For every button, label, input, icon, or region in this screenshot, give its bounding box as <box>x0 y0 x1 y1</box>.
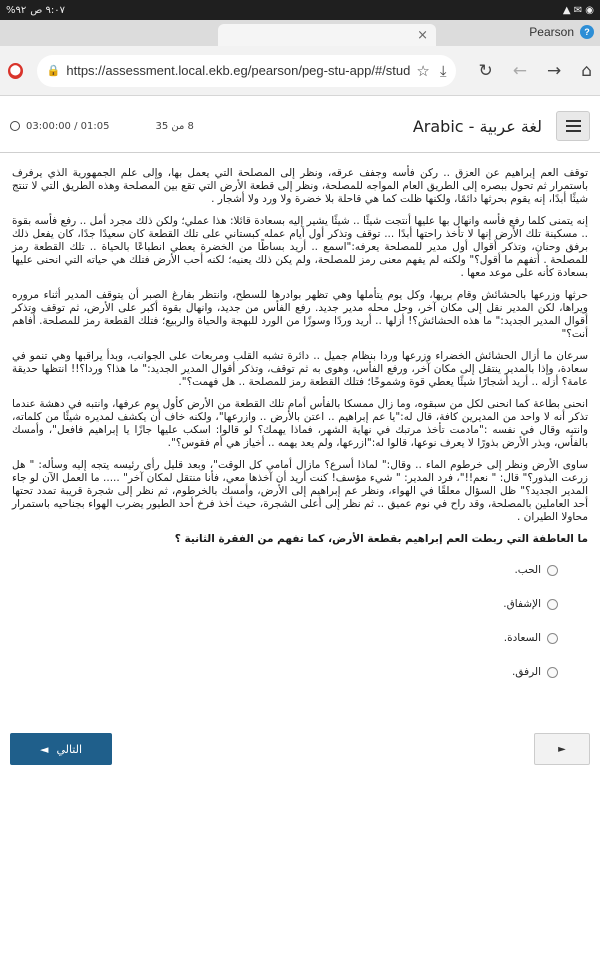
menu-line <box>566 120 581 122</box>
question-pager: 8 من 35 <box>155 120 194 132</box>
answer-option[interactable] <box>12 666 558 678</box>
question-text: ما العاطفة التي ربطت العم إبراهيم بقطعة الأرض، كما تفهم من الفقرة الثانية ؟ <box>174 533 588 545</box>
site-warning-icon[interactable]: ⬤ <box>8 63 23 79</box>
status-indicators-icon: ▲ ✉ ◉ <box>562 4 594 16</box>
right-arrow-icon: ► <box>558 743 566 755</box>
profile-label: Pearson <box>529 25 574 39</box>
url-actions <box>416 62 446 80</box>
home-icon[interactable]: ⌂ <box>581 60 592 81</box>
forward-arrow-icon[interactable]: → <box>546 60 562 81</box>
profile-area[interactable] <box>529 25 594 39</box>
status-right <box>563 5 594 16</box>
address-bar <box>0 46 600 96</box>
radio-button[interactable] <box>547 565 558 576</box>
radio-button[interactable] <box>547 599 558 610</box>
previous-button[interactable] <box>534 733 590 765</box>
option-label: الإشفاق. <box>503 598 541 610</box>
timer-text: 03:00:00 / 01:05 <box>26 120 110 132</box>
pearson-icon: ? <box>580 25 594 39</box>
footer-nav <box>10 733 590 765</box>
option-label: السعادة. <box>503 632 541 644</box>
download-icon[interactable]: ⤓ <box>439 61 447 80</box>
option-label: الحب. <box>514 564 541 576</box>
passage-paragraph-2: إنه يتمنى كلما رفع فأسه وانهال بها عليها أنتجت شيئًا .. شيئًا يشير إليه بسعادة قائلا: هذا عملي؛ ولكن ذلك مجرد أمل .. رفع فأسه بقوة .. مسكينة تلك الأرض إنها لا تأخذ راحتها أبدًا ... توقف وتذكر أول أيام عمله كبستاني على تلك القطعة كان سعيدًا جدًا، كان يفعل ذلك برفق وحنان، وتذكر أقوال أول مدير للمصلحة يعرفه:"اسمع .. أريد بساطًا من الخضرة يعطي انطباعًا بالحياة .. تلك القطعة رمز للمصلحة . أتفهم ما أقول؟" ولكنه لم يفهم معنى رمز للمصلحة، ولم يكن ذلك يعنيه؛ لكنه أحب الأرض فتلك هي حياته التي انحنى عليها بسعادة كأنه على موعد معها . <box>12 215 588 279</box>
left-arrow-icon: ◄ <box>39 742 49 756</box>
lock-icon: 🔒 <box>46 64 61 77</box>
clock-icon <box>10 121 20 131</box>
page-title: Arabic - لغة عربية <box>412 116 542 136</box>
reload-icon[interactable]: ↻ <box>478 60 493 81</box>
next-button[interactable] <box>10 733 112 765</box>
timer-area <box>10 121 194 132</box>
app-header <box>0 104 600 148</box>
title-area <box>413 111 590 141</box>
close-tab-icon[interactable]: × <box>417 27 428 43</box>
menu-line <box>566 125 581 127</box>
tab-strip <box>0 20 600 46</box>
url-text: https://assessment.local.ekb.eg/pearson/peg-stu-app/#/stud <box>66 63 411 78</box>
status-bar <box>0 0 600 20</box>
url-field[interactable] <box>37 55 457 87</box>
bookmark-star-icon[interactable]: ☆ <box>416 61 430 80</box>
passage-paragraph-6: ساوى الأرض ونظر إلى خرطوم الماء .. وقال:" لماذا أسرع؟ مازال أمامي كل الوقت"، وبعد قليل رأى رئيسه يتجه إليه وسأله: " هل زرعت البذور؟" قال: " نعم!!"، فرد المدير: " شيء مؤسف! كنت أريد أن آخذها معي، فأنا منتقل لمكان آخر" ..... ما العمل الآن لو جاء المدير الجديد؟" ظل السؤال معلقًا في الهواء، ونظر عم إبراهيم إلى الأرض، وأمسك بالخرطوم، ثم نظر إلى شجرة قريبة تمدد تحتها أحد العاملين بالمصلحة، وقد راح في نوم عميق .. ثم نظر إلى أعلى الشجرة، حيث أخذ فرخ أحد الطيور يضرب الهواء بجناحيه باستمرار محاولا الطيران . <box>12 459 588 523</box>
passage-paragraph-5: انحنى بطاعة كما انحنى لكل من سبقوه، وما زال ممسكا بالفأس أمام تلك القطعة من الأرض كأول يوم عرفها، وانتبه في دهشة عندما تذكر أنه لا واحد من المديرين كافة، قال له:"يا عم إبراهيم .. اعتن بالأرض .. وازرعها"، ولكنه خاف أن يكشف لمديره شيئًا من كلماته، وانتبه وقال في نفسه :"مادمت تأخذ مرتبك في نهاية الشهر، فماذا يهمك؟ لو قالوا: اسكب عليها جازًا يا إبراهيم فافعل"، وأمسك بالفأس، وبذر الأرض بذورًا لا يعرف نوعها، قالوا له:"ازرعها، ولم يعد يهمه .. أخياز هي أم فقوس؟". <box>12 398 588 449</box>
status-time: ٩:٠٧ ص <box>30 4 66 16</box>
answer-option[interactable] <box>12 632 558 644</box>
answer-option[interactable] <box>12 564 558 576</box>
radio-button[interactable] <box>547 633 558 644</box>
status-left <box>6 5 65 16</box>
passage-paragraph-3: حرثها وزرعها بالحشائش وقام بريها، وكل يوم يتأملها وهي تظهر بوادرها للسطح، وانتظر بفارغ الصبر أن يتوقف المدير أثناء مروره ويراها، لكن المدير نقل إلى مكان آخر، وحل محله مدير جديد. رفع الفأس من جديد، وانهال بقوة أكبر على الأرض، ثم توقف وتذكر أقوال المدير الجديد:" ما هذه الحشائش؟! أزلها .. أريد وردًا وسوزًا من الورد للبهجة والحياة والربيع؛ فتلك القطعة رمز للمصلحة. أفاهم أنت؟" <box>12 289 588 340</box>
question-content <box>0 153 600 678</box>
hamburger-menu-button[interactable] <box>556 111 590 141</box>
answer-option[interactable] <box>12 598 558 610</box>
radio-button[interactable] <box>547 667 558 678</box>
back-arrow-icon[interactable]: ← <box>512 60 527 81</box>
answer-options <box>12 564 588 678</box>
nav-controls <box>478 61 592 81</box>
menu-line <box>566 130 581 132</box>
passage-paragraph-4: سرعان ما أزال الحشائش الخضراء وزرعها وردا بنظام جميل .. دائرة تشبه القلب ومربعات على الجوانب، وبدأ يراقبها وهي تنمو في سعادة، وإذا بالمدير ينتقل إلى مكان آخر، ورفع الفأس، وهوى به ثم توقف، وتذكر أقوال المدير الجديد:" ما هذا؟ وردا؟!! انتظها حديقة عامة؟ أزله .. أريد أشجارًا شيئًا يعطي قوة وشموخًا؛ فتلك القطعة رمز للمصلحة .. هل فهمت؟". <box>12 350 588 388</box>
option-label: الرفق. <box>511 666 541 678</box>
next-label: التالي <box>56 742 83 756</box>
passage-paragraph-1: توقف العم إبراهيم عن العزق .. ركن فأسه وجفف عرقه، ونظر إلى المصلحة التي يعمل بها، وإلى علم الجمهورية الذي يرفرف باستمرار ثم تحول ببصره إلى الطريق العام المواجه للمصلحة، ونظر إلى قطعة الأرض التي تقع بين المصلحة وهذه الطريق التي لا تنتج شيئًا أبدًا، إنه يقوم بحرثها دائمًا، ولكنها ظلت كما هي قاحلة بلا خضرة ولا ورد ولا أشجار . <box>12 167 588 205</box>
status-battery: ٩٢% <box>6 4 27 16</box>
browser-tab[interactable] <box>218 24 436 46</box>
